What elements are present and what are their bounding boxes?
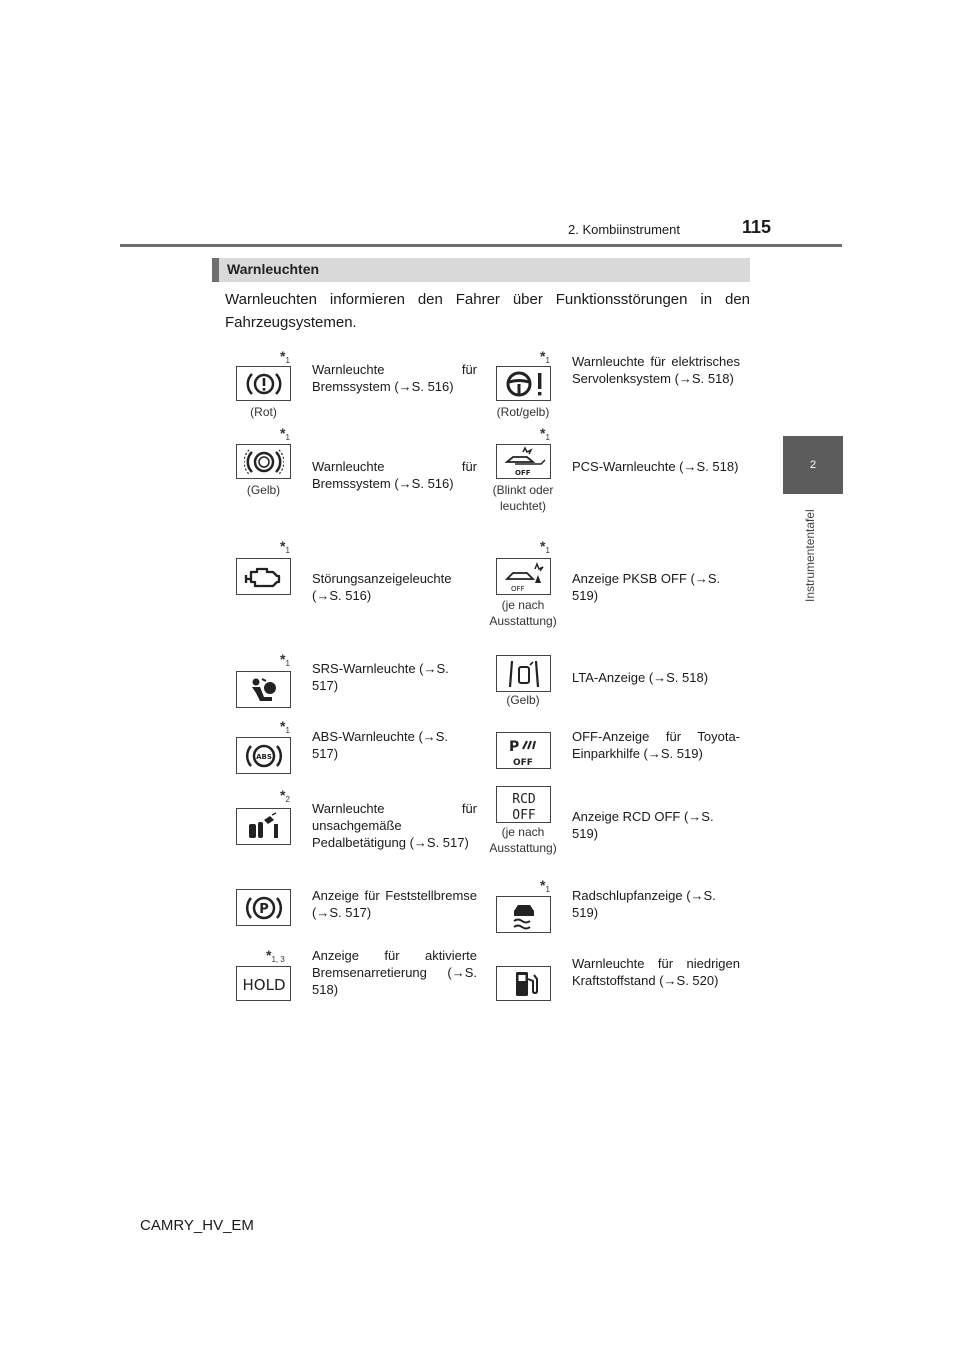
indicator-description: OFF-Anzeige für Toyota-Einparkhilfe (→S. 519) xyxy=(572,729,740,761)
pcs-warning-icon xyxy=(496,444,551,479)
footnote-marker: $*_1$ xyxy=(540,348,550,365)
indicator-description: Warnleuchte für unsachgemäße Pedalbetätigung (→S. 517) xyxy=(312,801,477,850)
indicator-description: Warnleuchte für Bremssystem (→S. 516) xyxy=(312,459,477,491)
slip-indicator-icon xyxy=(496,896,551,933)
indicator-description: Warnleuchte für niedrigen Kraftstoffstand (→S. 520) xyxy=(572,956,740,988)
svg-text:OFF: OFF xyxy=(514,468,531,477)
section-heading: Warnleuchten xyxy=(212,258,750,282)
pedal-misuse-icon xyxy=(236,808,291,845)
srs-airbag-icon xyxy=(236,671,291,708)
icon-caption: (Gelb) xyxy=(506,693,540,707)
chapter-tab: 2 xyxy=(783,436,843,494)
indicator-description: Anzeige PKSB OFF (→S. 519) xyxy=(572,571,721,603)
indicator-description: PCS-Warnleuchte (→S. 518) xyxy=(572,459,739,474)
indicator-description: Radschlupfanzeige (→S. 519) xyxy=(572,888,716,920)
indicator-description: Anzeige für Feststellbremse (→S. 517) xyxy=(312,888,477,920)
svg-text:RCD: RCD xyxy=(511,791,536,807)
intro-paragraph: Warnleuchten informieren den Fahrer über Funktionsstörungen in den Fahrzeugsystemen. xyxy=(225,291,750,331)
steering-warning-icon xyxy=(496,366,551,401)
document-code: CAMRY_HV_EM xyxy=(140,1217,254,1234)
icon-caption: (Rot) xyxy=(250,405,277,419)
footnote-marker: $*_1$ xyxy=(540,538,550,555)
indicator-description: Störungsanzeigeleuchte (→S. 516) xyxy=(312,571,452,603)
icon-caption: (je nach Ausstattung) xyxy=(489,598,557,628)
brake-system-yellow-icon xyxy=(236,444,291,479)
brake-warning-icon xyxy=(236,366,291,401)
brake-hold-icon xyxy=(236,966,291,1001)
low-fuel-icon xyxy=(496,966,551,1001)
indicator-description: Anzeige für aktivierte Bremsenarretierung (→S. 518) xyxy=(312,948,477,997)
indicator-description: Warnleuchte für Bremssystem (→S. 516) xyxy=(312,362,477,394)
svg-text:OFF: OFF xyxy=(512,757,533,767)
footnote-marker: $*_{1, 3}$ xyxy=(266,947,285,964)
page-number: 115 xyxy=(742,217,772,237)
svg-text:OFF: OFF xyxy=(511,807,536,822)
chapter-tab-label: Instrumententafel xyxy=(803,509,817,602)
svg-text:OFF: OFF xyxy=(510,584,525,593)
svg-text:P: P xyxy=(258,901,269,917)
pksb-off-icon xyxy=(496,558,551,595)
indicator-description: SRS-Warnleuchte (→S. 517) xyxy=(312,661,449,693)
parking-assist-off-icon xyxy=(496,732,551,769)
indicator-description: LTA-Anzeige (→S. 518) xyxy=(572,670,709,685)
footnote-marker: $*_1$ xyxy=(540,877,550,894)
footnote-marker: $*_1$ xyxy=(280,651,290,668)
abs-warning-icon xyxy=(236,737,291,774)
icon-caption: (Gelb) xyxy=(246,483,281,497)
footnote-marker: $*_2$ xyxy=(280,787,290,804)
chapter-title: 2. Kombiinstrument xyxy=(568,222,680,237)
icon-caption: (Blinkt oder leuchtet) xyxy=(492,483,554,513)
engine-malfunction-icon xyxy=(236,558,291,595)
footnote-marker: $*_1$ xyxy=(540,425,550,442)
indicator-description: ABS-Warnleuchte (→S. 517) xyxy=(312,729,449,761)
indicator-description: Anzeige RCD OFF (→S. 519) xyxy=(572,809,714,841)
lta-icon xyxy=(496,655,551,692)
rcd-off-icon xyxy=(496,786,551,823)
footnote-marker: $*_1$ xyxy=(280,425,290,442)
svg-text:P: P xyxy=(508,738,519,755)
footnote-marker: $*_1$ xyxy=(280,718,290,735)
footnote-marker: $*_1$ xyxy=(280,348,290,365)
icon-caption: (je nach Ausstattung) xyxy=(489,825,557,855)
header-rule xyxy=(120,244,842,247)
svg-text:ABS: ABS xyxy=(255,752,272,761)
footnote-marker: $*_1$ xyxy=(280,538,290,555)
parking-brake-icon xyxy=(236,889,291,926)
icon-caption: (Rot/gelb) xyxy=(496,405,550,419)
svg-text:HOLD: HOLD xyxy=(242,975,285,994)
indicator-description: Warnleuchte für elektrisches Servolenksystem (→S. 518) xyxy=(572,354,740,386)
